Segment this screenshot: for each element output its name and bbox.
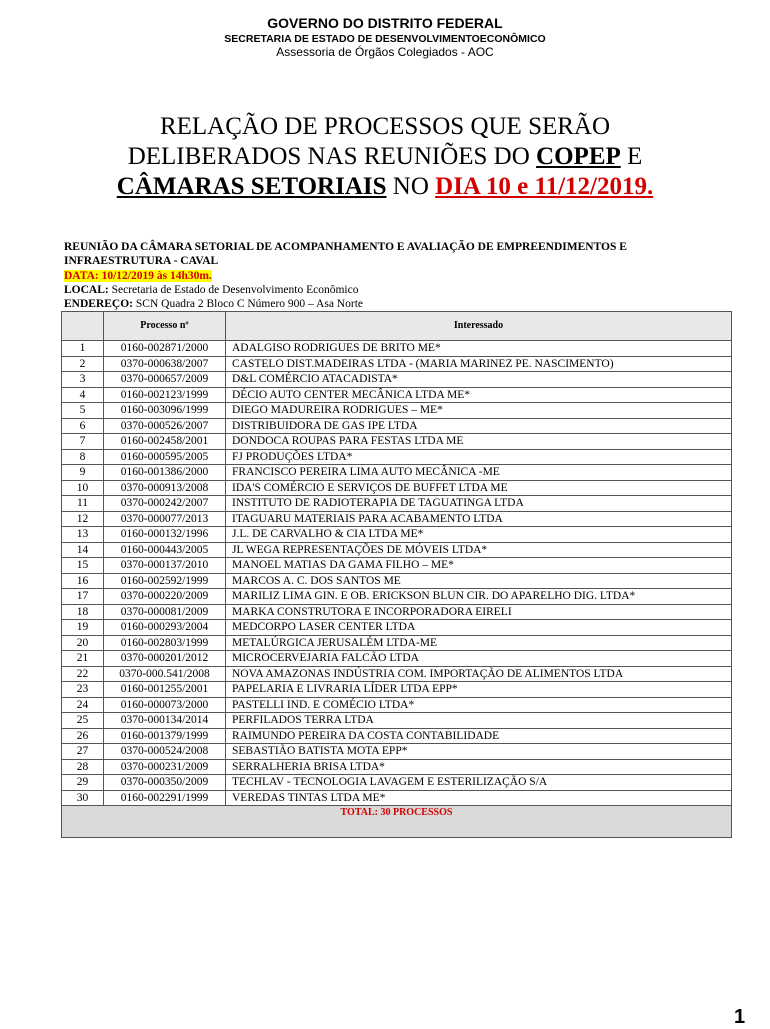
interessado-name: TECHLAV - TECNOLOGIA LAVAGEM E ESTERILIZAÇÃO S/A	[226, 775, 732, 791]
table-row	[62, 620, 732, 636]
interessado-name: MICROCERVEJARIA FALCÃO LTDA	[226, 651, 732, 667]
interessado-name: MARCOS A. C. DOS SANTOS ME	[226, 573, 732, 589]
interessado-name: PERFILADOS TERRA LTDA	[226, 713, 732, 729]
process-number: 0160-002123/1999	[104, 387, 226, 403]
process-number: 0370-000913/2008	[104, 480, 226, 496]
process-number: 0160-002291/1999	[104, 790, 226, 806]
table-row	[62, 434, 732, 450]
table-row	[62, 759, 732, 775]
table-row	[62, 573, 732, 589]
interessado-name: SEBASTIÃO BATISTA MOTA EPP*	[226, 744, 732, 760]
table-row	[62, 511, 732, 527]
row-number: 8	[62, 449, 104, 465]
row-number: 30	[62, 790, 104, 806]
table-row	[62, 790, 732, 806]
process-number: 0160-002592/1999	[104, 573, 226, 589]
interessado-name: ADALGISO RODRIGUES DE BRITO ME*	[226, 341, 732, 357]
meeting-dates: DIA 10 e 11/12/2019.	[435, 173, 654, 200]
row-number: 27	[62, 744, 104, 760]
meeting-address: ENDEREÇO: SCN Quadra 2 Bloco C Número 900 – Asa Norte	[64, 298, 363, 310]
row-number: 14	[62, 542, 104, 558]
title-line-1: RELAÇÃO DE PROCESSOS QUE SERÃO	[159, 113, 611, 140]
table-row	[62, 465, 732, 481]
process-number: 0370-000231/2009	[104, 759, 226, 775]
process-number: 0370-000350/2009	[104, 775, 226, 791]
table-row	[62, 589, 732, 605]
process-number: 0370-000081/2009	[104, 604, 226, 620]
row-number: 20	[62, 635, 104, 651]
table-row	[62, 635, 732, 651]
row-number: 7	[62, 434, 104, 450]
process-number: 0370-000.541/2008	[104, 666, 226, 682]
process-number: 0370-000137/2010	[104, 558, 226, 574]
table-row	[62, 418, 732, 434]
row-number: 13	[62, 527, 104, 543]
row-number: 2	[62, 356, 104, 372]
row-number: 16	[62, 573, 104, 589]
interessado-name: JL WEGA REPRESENTAÇÕES DE MÓVEIS LTDA*	[226, 542, 732, 558]
row-number: 17	[62, 589, 104, 605]
camaras-setoriais-label: CÂMARAS SETORIAIS	[116, 173, 387, 200]
interessado-name: MANOEL MATIAS DA GAMA FILHO – ME*	[226, 558, 732, 574]
process-number: 0160-001255/2001	[104, 682, 226, 698]
process-number: 0160-001386/2000	[104, 465, 226, 481]
row-number: 19	[62, 620, 104, 636]
table-row	[62, 403, 732, 419]
government-name: GOVERNO DO DISTRITO FEDERAL	[267, 15, 503, 31]
secretaria-name: SECRETARIA DE ESTADO DE DESENVOLVIMENTOECONÔMICO	[224, 33, 546, 45]
table-row	[62, 356, 732, 372]
process-number: 0160-001379/1999	[104, 728, 226, 744]
process-number: 0370-000638/2007	[104, 356, 226, 372]
table-row	[62, 666, 732, 682]
row-number: 4	[62, 387, 104, 403]
table-row	[62, 496, 732, 512]
table-row	[62, 728, 732, 744]
process-number: 0160-003096/1999	[104, 403, 226, 419]
process-number: 0160-000595/2005	[104, 449, 226, 465]
row-number: 9	[62, 465, 104, 481]
col-process-header: Processo nº	[104, 312, 226, 341]
assessoria-name: Assessoria de Órgãos Colegiados - AOC	[276, 45, 494, 59]
row-number: 10	[62, 480, 104, 496]
interessado-name: MARILIZ LIMA GIN. E OB. ERICKSON BLUN CIR. DO APARELHO DIG. LTDA*	[226, 589, 732, 605]
row-number: 6	[62, 418, 104, 434]
process-number: 0370-000242/2007	[104, 496, 226, 512]
table-row	[62, 449, 732, 465]
process-number: 0370-000220/2009	[104, 589, 226, 605]
row-number: 26	[62, 728, 104, 744]
title-line-2: DELIBERADOS NAS REUNIÕES DO COPEP E	[127, 143, 643, 170]
interessado-name: MEDCORPO LASER CENTER LTDA	[226, 620, 732, 636]
process-number: 0370-000201/2012	[104, 651, 226, 667]
table-row	[62, 651, 732, 667]
table-row	[62, 558, 732, 574]
meeting-name: REUNIÃO DA CÂMARA SETORIAL DE ACOMPANHAMENTO E AVALIAÇÃO DE EMPREENDIMENTOS E INFRAESTRUTURA - CAVAL	[64, 241, 627, 267]
title-line-3: CÂMARAS SETORIAIS NO DIA 10 e 11/12/2019.	[116, 173, 654, 200]
interessado-name: IDA'S COMÉRCIO E SERVIÇOS DE BUFFET LTDA ME	[226, 480, 732, 496]
total-processes: TOTAL: 30 PROCESSOS	[62, 806, 732, 838]
row-number: 24	[62, 697, 104, 713]
interessado-name: DISTRIBUIDORA DE GAS IPE LTDA	[226, 418, 732, 434]
interessado-name: METALÚRGICA JERUSALÉM LTDA-ME	[226, 635, 732, 651]
row-number: 15	[62, 558, 104, 574]
process-number: 0160-000443/2005	[104, 542, 226, 558]
row-number: 23	[62, 682, 104, 698]
col-interessado-header: Interessado	[226, 312, 732, 341]
process-number: 0160-002803/1999	[104, 635, 226, 651]
row-number: 5	[62, 403, 104, 419]
interessado-name: MARKA CONSTRUTORA E INCORPORADORA EIRELI	[226, 604, 732, 620]
table-row	[62, 387, 732, 403]
table-row	[62, 697, 732, 713]
interessado-name: J.L. DE CARVALHO & CIA LTDA ME*	[226, 527, 732, 543]
interessado-name: SERRALHERIA BRISA LTDA*	[226, 759, 732, 775]
interessado-name: D&L COMÉRCIO ATACADISTA*	[226, 372, 732, 388]
table-row	[62, 744, 732, 760]
row-number: 28	[62, 759, 104, 775]
process-number: 0370-000134/2014	[104, 713, 226, 729]
interessado-name: FRANCISCO PEREIRA LIMA AUTO MECÂNICA -ME	[226, 465, 732, 481]
process-number: 0370-000524/2008	[104, 744, 226, 760]
process-number: 0160-002871/2000	[104, 341, 226, 357]
table-row	[62, 604, 732, 620]
row-number: 12	[62, 511, 104, 527]
table-row	[62, 682, 732, 698]
row-number: 29	[62, 775, 104, 791]
process-number: 0370-000526/2007	[104, 418, 226, 434]
table-row	[62, 775, 732, 791]
interessado-name: PASTELLI IND. E COMÉCIO LTDA*	[226, 697, 732, 713]
interessado-name: VEREDAS TINTAS LTDA ME*	[226, 790, 732, 806]
interessado-name: CASTELO DIST.MADEIRAS LTDA - (MARIA MARINEZ PE. NASCIMENTO)	[226, 356, 732, 372]
process-table	[61, 311, 732, 838]
table-row	[62, 372, 732, 388]
interessado-name: RAIMUNDO PEREIRA DA COSTA CONTABILIDADE	[226, 728, 732, 744]
page-number: 1	[734, 1006, 746, 1028]
table-row	[62, 341, 732, 357]
row-number: 11	[62, 496, 104, 512]
row-number: 22	[62, 666, 104, 682]
process-number: 0160-000293/2004	[104, 620, 226, 636]
meeting-date: DATA: 10/12/2019 às 14h30m.	[64, 270, 212, 282]
interessado-name: DÉCIO AUTO CENTER MECÂNICA LTDA ME*	[226, 387, 732, 403]
process-number: 0370-000657/2009	[104, 372, 226, 388]
process-number: 0160-000132/1996	[104, 527, 226, 543]
interessado-name: PAPELARIA E LIVRARIA LÍDER LTDA EPP*	[226, 682, 732, 698]
interessado-name: NOVA AMAZONAS INDÚSTRIA COM. IMPORTAÇÃO DE ALIMENTOS LTDA	[226, 666, 732, 682]
interessado-name: DONDOCA ROUPAS PARA FESTAS LTDA ME	[226, 434, 732, 450]
process-number: 0160-000073/2000	[104, 697, 226, 713]
table-row	[62, 527, 732, 543]
row-number: 18	[62, 604, 104, 620]
row-number: 25	[62, 713, 104, 729]
process-number: 0370-000077/2013	[104, 511, 226, 527]
interessado-name: INSTITUTO DE RADIOTERAPIA DE TAGUATINGA LTDA	[226, 496, 732, 512]
table-row	[62, 542, 732, 558]
interessado-name: ITAGUARU MATERIAIS PARA ACABAMENTO LTDA	[226, 511, 732, 527]
table-row	[62, 480, 732, 496]
copep-label: COPEP	[536, 143, 621, 170]
row-number: 3	[62, 372, 104, 388]
process-number: 0160-002458/2001	[104, 434, 226, 450]
row-number: 21	[62, 651, 104, 667]
col-number-header	[62, 312, 104, 341]
table-row	[62, 713, 732, 729]
row-number: 1	[62, 341, 104, 357]
interessado-name: DIEGO MADUREIRA RODRIGUES – ME*	[226, 403, 732, 419]
interessado-name: FJ PRODUÇÕES LTDA*	[226, 449, 732, 465]
meeting-location: LOCAL: Secretaria de Estado de Desenvolvimento Econômico	[64, 284, 359, 296]
